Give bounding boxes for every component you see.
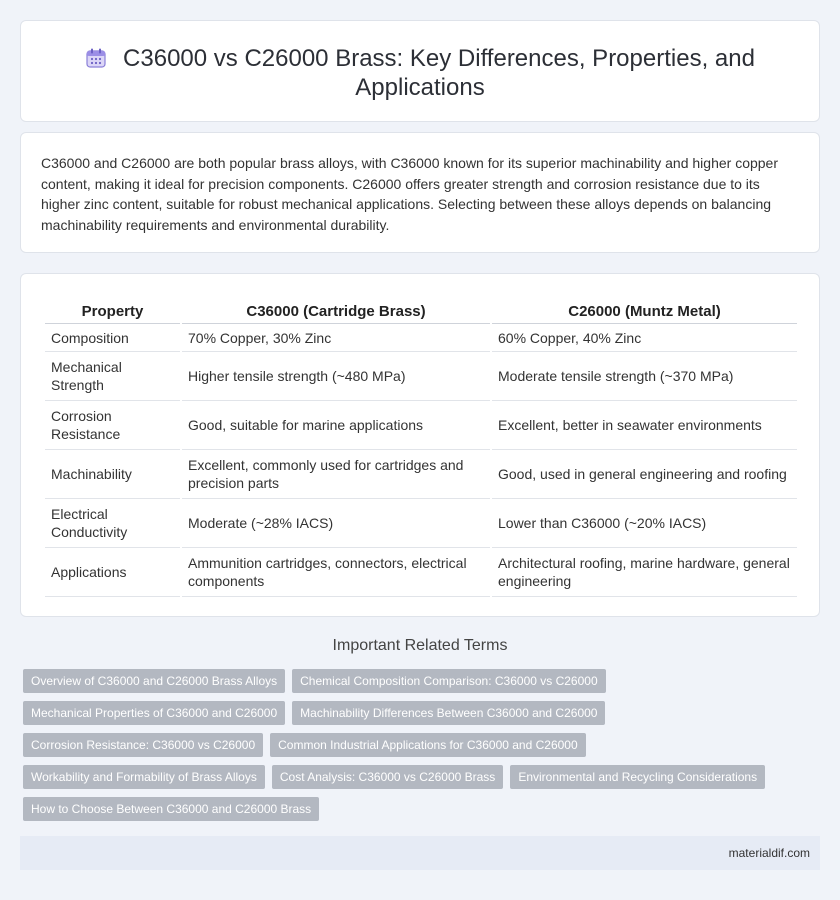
related-term-tag[interactable]: Corrosion Resistance: C36000 vs C26000 [23,733,263,757]
title-card [20,20,820,122]
row-c36000-value: 70% Copper, 30% Zinc [182,324,490,352]
comparison-table [43,294,799,597]
row-c36000-value: Moderate (~28% IACS) [182,499,490,548]
row-c36000-value: Higher tensile strength (~480 MPa) [182,352,490,401]
row-c26000-value: Moderate tensile strength (~370 MPa) [492,352,797,401]
row-property: Machinability [45,450,180,499]
related-terms-heading: Important Related Terms [332,637,508,654]
footer [20,836,820,870]
row-c26000-value: Good, used in general engineering and roofing [492,450,797,499]
row-property: Applications [45,548,180,597]
related-terms-tags [23,669,813,829]
related-term-tag[interactable]: Mechanical Properties of C36000 and C26000 [23,701,285,725]
related-term-tag[interactable]: Chemical Composition Comparison: C36000 vs C26000 [292,669,605,693]
row-c26000-value: Lower than C36000 (~20% IACS) [492,499,797,548]
related-term-tag[interactable]: Environmental and Recycling Considerations [510,765,765,789]
title-line-2: Applications [355,74,485,101]
header-c26000: C26000 (Muntz Metal) [492,294,797,324]
row-property: Mechanical Strength [45,352,180,401]
row-c36000-value: Good, suitable for marine applications [182,401,490,450]
related-term-tag[interactable]: Cost Analysis: C36000 vs C26000 Brass [272,765,503,789]
table-row [45,324,797,352]
calendar-icon [85,47,107,69]
row-c26000-value: Excellent, better in seawater environments [492,401,797,450]
row-property: Electrical Conductivity [45,499,180,548]
table-header-row [45,294,797,324]
row-c26000-value: Architectural roofing, marine hardware, general engineering [492,548,797,597]
comparison-table-card [20,273,820,617]
related-term-tag[interactable]: Workability and Formability of Brass Alloys [23,765,265,789]
related-term-tag[interactable]: How to Choose Between C36000 and C26000 Brass [23,797,319,821]
title-line-1: C36000 vs C26000 Brass: Key Differences, Properties, and [123,45,755,72]
related-term-tag[interactable]: Machinability Differences Between C36000 and C26000 [292,701,605,725]
table-row [45,450,797,499]
related-term-tag[interactable]: Overview of C36000 and C26000 Brass Alloys [23,669,285,693]
table-row [45,352,797,401]
row-c36000-value: Excellent, commonly used for cartridges and precision parts [182,450,490,499]
row-property: Composition [45,324,180,352]
intro-card [20,132,820,253]
header-property: Property [45,294,180,324]
page-title [21,44,819,102]
row-property: Corrosion Resistance [45,401,180,450]
header-c36000: C36000 (Cartridge Brass) [182,294,490,324]
table-row [45,548,797,597]
related-term-tag[interactable]: Common Industrial Applications for C36000 and C26000 [270,733,586,757]
table-row [45,499,797,548]
row-c26000-value: 60% Copper, 40% Zinc [492,324,797,352]
table-row [45,401,797,450]
intro-paragraph: C36000 and C26000 are both popular brass alloys, with C36000 known for its superior machinability and higher copper content, making it ideal for precision components. C26000 offers greater strength and corrosion resistance due to its higher zinc content, suitable for robust mechanical applications. Selecting between these alloys depends on balancing machinability requirements and environmental durability. [41,155,778,233]
row-c36000-value: Ammunition cartridges, connectors, electrical components [182,548,490,597]
footer-site-link[interactable]: materialdif.com [728,846,810,860]
